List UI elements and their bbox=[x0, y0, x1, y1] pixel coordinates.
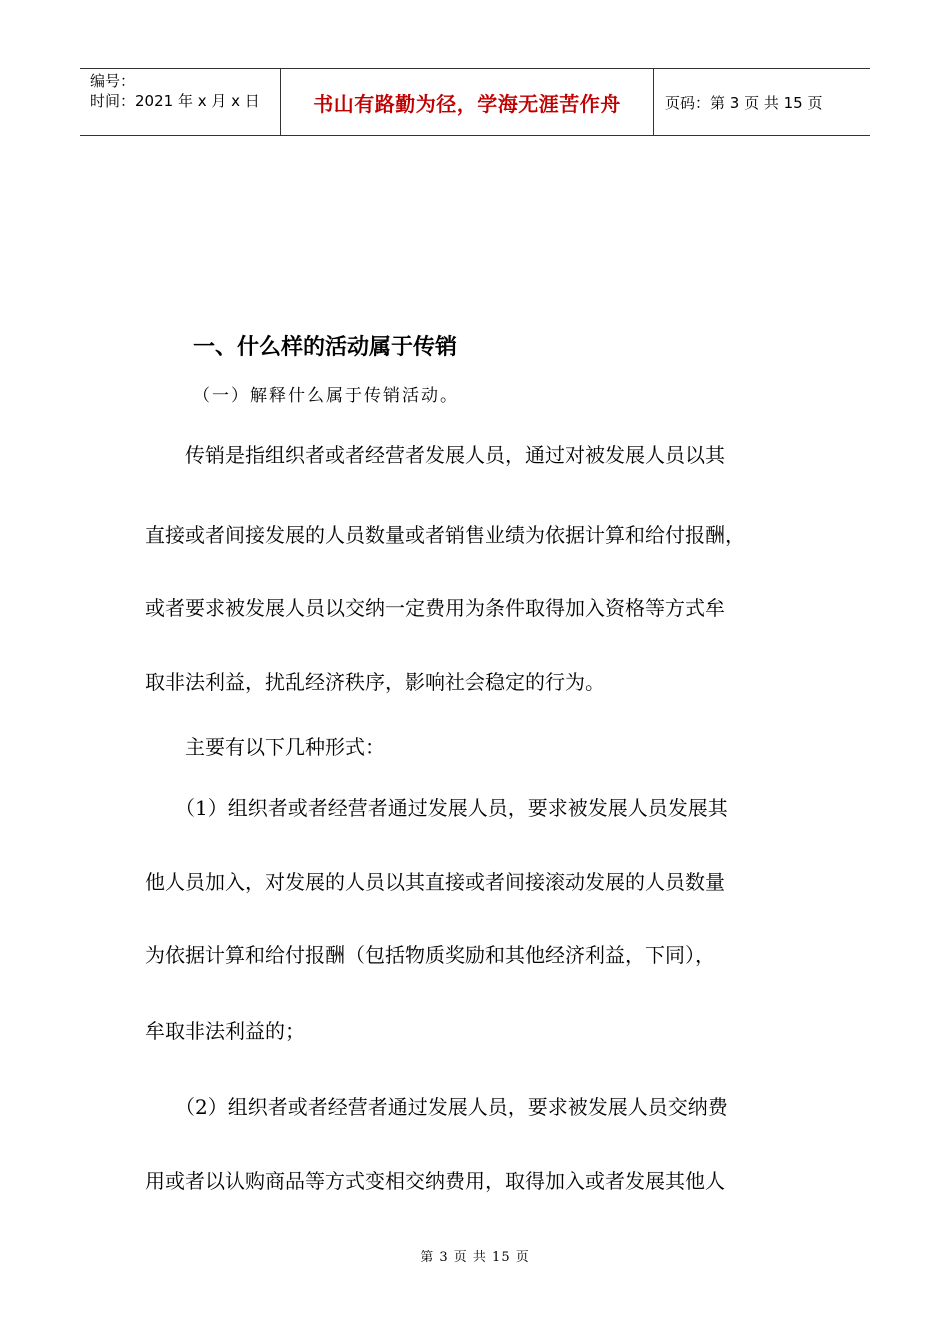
header-meta bbox=[90, 71, 280, 111]
body-line: 用或者以认购商品等方式变相交纳费用，取得加入或者发展其他人 bbox=[145, 1169, 725, 1193]
document-header bbox=[80, 68, 870, 136]
body-line: 传销是指组织者或者经营者发展人员，通过对被发展人员以其 bbox=[145, 443, 725, 467]
body-line: （1）组织者或者经营者通过发展人员，要求被发展人员发展其 bbox=[145, 796, 728, 820]
page-footer: 第 3 页 共 15 页 bbox=[420, 1250, 530, 1265]
body-line: 牟取非法利益的； bbox=[145, 1019, 305, 1043]
document-number-label: 编号： bbox=[90, 72, 136, 90]
body-line: 或者要求被发展人员以交纳一定费用为条件取得加入资格等方式牟 bbox=[145, 596, 725, 620]
section-heading: 一、什么样的活动属于传销 bbox=[193, 335, 458, 360]
header-motto: 书山有路勤为径，学海无涯苦作舟 bbox=[313, 92, 621, 116]
header-page-code: 页码：第 3 页 共 15 页 bbox=[665, 94, 823, 112]
document-time-label: 时间：2021 年 x 月 x 日 bbox=[90, 92, 260, 110]
body-line: （2）组织者或者经营者通过发展人员，要求被发展人员交纳费 bbox=[145, 1095, 728, 1119]
body-line: 取非法利益，扰乱经济秩序，影响社会稳定的行为。 bbox=[145, 670, 605, 694]
body-line: 他人员加入，对发展的人员以其直接或者间接滚动发展的人员数量 bbox=[145, 870, 725, 894]
body-line: 主要有以下几种形式： bbox=[145, 735, 385, 759]
subheading: （一）解释什么属于传销活动。 bbox=[193, 386, 459, 406]
body-line: 为依据计算和给付报酬（包括物质奖励和其他经济利益，下同）， bbox=[145, 943, 715, 967]
body-line: 直接或者间接发展的人员数量或者销售业绩为依据计算和给付报酬， bbox=[145, 523, 745, 547]
header-divider bbox=[653, 69, 654, 136]
